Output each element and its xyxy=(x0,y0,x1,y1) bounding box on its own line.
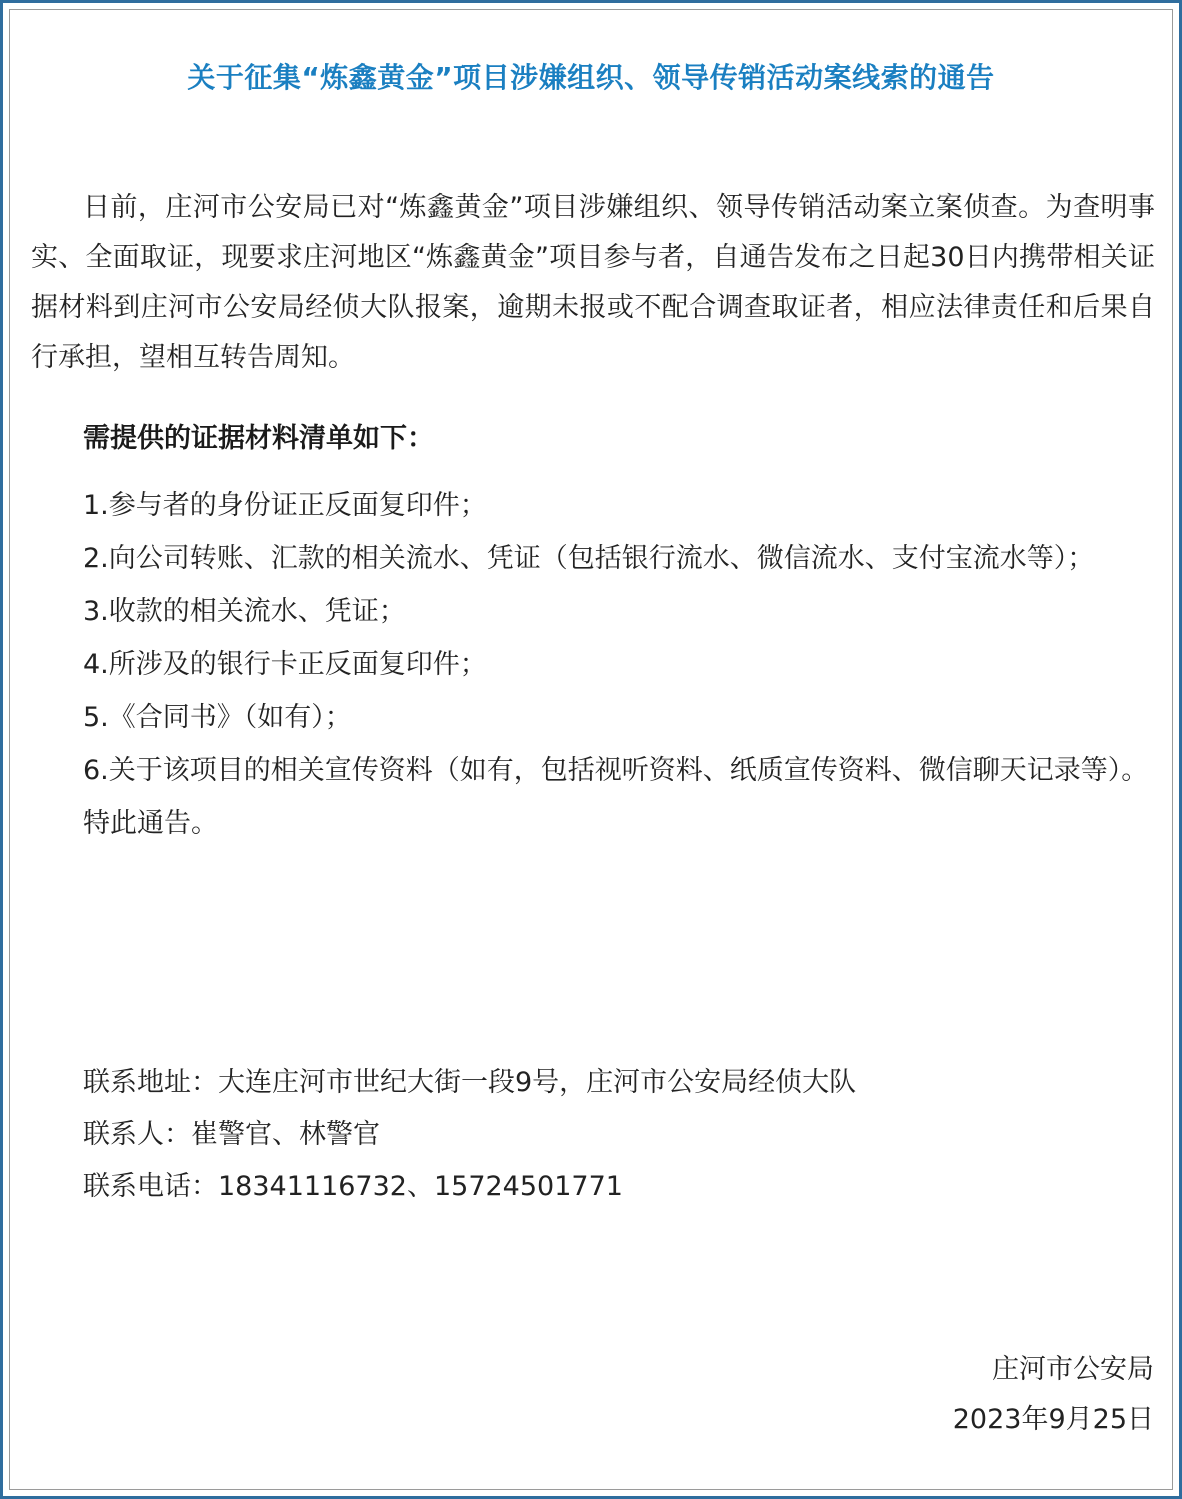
evidence-list xyxy=(31,479,1155,850)
list-item: 3.收款的相关流水、凭证； xyxy=(83,596,406,627)
list-item: 6.关于该项目的相关宣传资料（如有，包括视听资料、纸质宣传资料、微信聊天记录等）。 xyxy=(83,755,1149,786)
list-heading-text: 需提供的证据材料清单如下： xyxy=(83,423,434,454)
list-item: 5.《合同书》（如有）； xyxy=(83,702,352,733)
list-item: 1.参与者的身份证正反面复印件； xyxy=(83,490,487,521)
signature-date: 2023年9月25日 xyxy=(952,1404,1154,1435)
contact-phone: 联系电话：18341116732、15724501771 xyxy=(83,1171,623,1202)
intro-paragraph xyxy=(31,183,1155,383)
contact-person: 联系人：崔警官、林警官 xyxy=(83,1119,380,1150)
notice-title: 关于征集“炼鑫黄金”项目涉嫌组织、领导传销活动案线索的通告 xyxy=(187,61,995,94)
list-item: 4.所涉及的银行卡正反面复印件； xyxy=(83,649,487,680)
signature-org: 庄河市公安局 xyxy=(992,1354,1154,1385)
signature-block xyxy=(953,1345,1154,1445)
evidence-list-heading xyxy=(31,414,1155,464)
closing-text: 特此通告。 xyxy=(83,808,218,839)
contact-info xyxy=(31,1057,1155,1213)
intro-text: 日前，庄河市公安局已对“炼鑫黄金”项目涉嫌组织、领导传销活动案立案侦查。为查明事实、全面取证，现要求庄河地区“炼鑫黄金”项目参与者，自通告发布之日起30日内携带相关证据材料到庄河市公安局经侦大队报案，逾期未报或不配合调查取证者，相应法律责任和后果自行承担，望相互转告周知。 xyxy=(31,192,1155,373)
list-item: 2.向公司转账、汇款的相关流水、凭证（包括银行流水、微信流水、支付宝流水等）； xyxy=(83,543,1095,574)
contact-address: 联系地址：大连庄河市世纪大街一段9号，庄河市公安局经侦大队 xyxy=(83,1067,857,1098)
